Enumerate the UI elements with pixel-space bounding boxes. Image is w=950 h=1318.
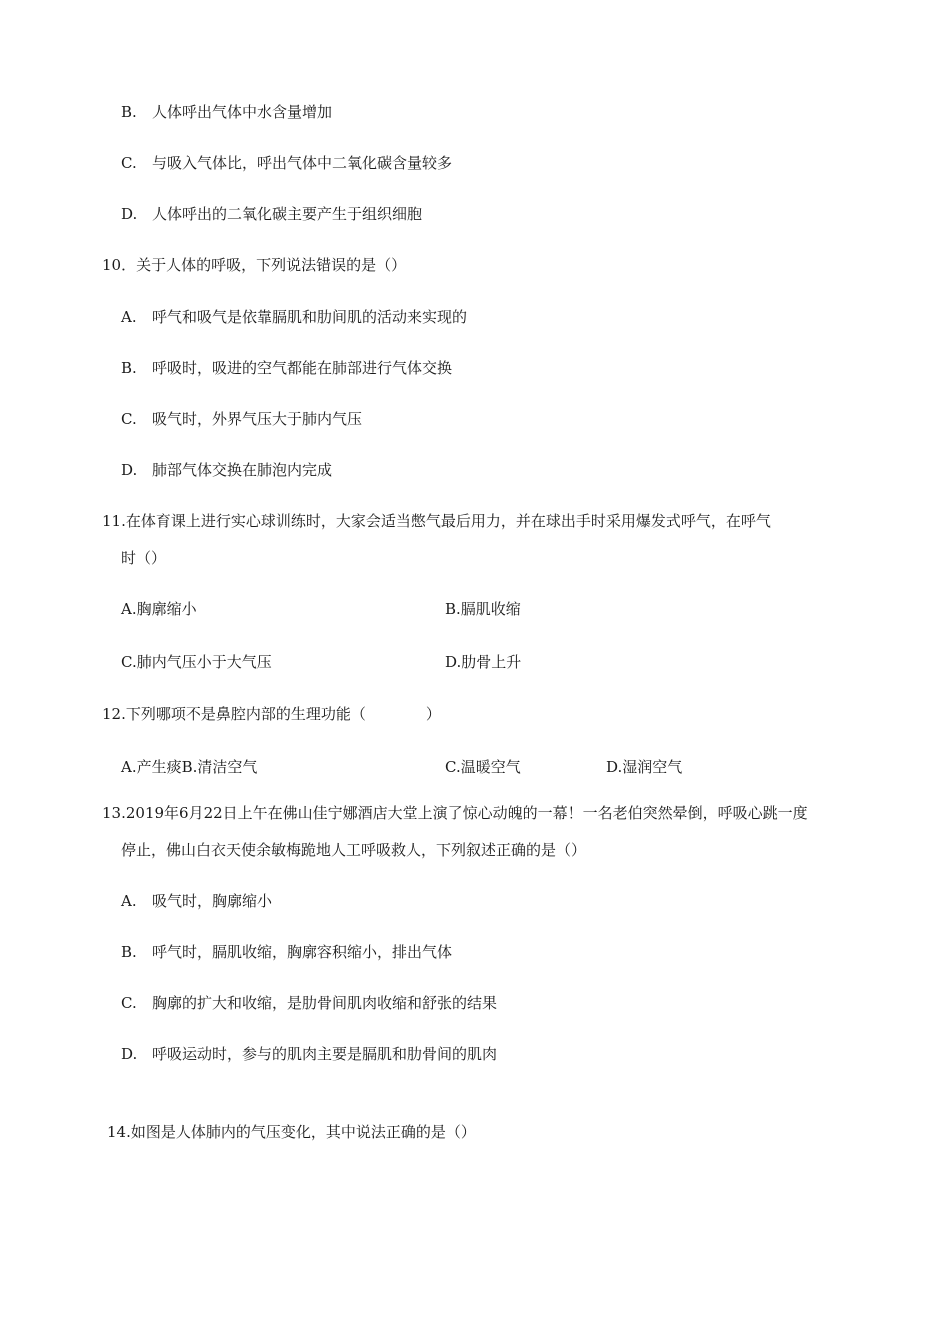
q11-stem-line1: 11.在体育课上进行实心球训练时，大家会适当憋气最后用力，并在球出手时采用爆发式呼气，在呼气 [102, 512, 771, 530]
option-letter: D. [121, 205, 138, 223]
option-letter: D. [121, 461, 138, 479]
q10-option-c [121, 409, 362, 429]
q13-stem-line2: 停止，佛山白衣天使余敏梅跪地人工呼吸救人，下列叙述正确的是（） [121, 841, 587, 859]
q13-stem-line1: 13.2019年6月22日上午在佛山佳宁娜酒店大堂上演了惊心动魄的一幕！一名老伯突然晕倒，呼吸心跳一度 [102, 804, 808, 822]
option-text: 吸气时，胸廓缩小 [152, 892, 273, 910]
q9-option-b [121, 102, 332, 122]
q10-option-d [121, 460, 332, 480]
q13-option-a [121, 891, 272, 911]
option-letter: C. [121, 410, 137, 428]
option-text: 人体呼出气体中水含量增加 [152, 103, 333, 121]
q9-option-d [121, 204, 422, 224]
option-text: 呼吸运动时，参与的肌肉主要是膈肌和肋骨间的肌肉 [152, 1045, 498, 1063]
q12-option-d: D.湿润空气 [606, 758, 683, 776]
q12-option-c: C.温暖空气 [445, 758, 521, 776]
option-letter: B. [121, 359, 137, 377]
q11-option-d: D.肋骨上升 [445, 653, 522, 671]
option-text: 呼气和吸气是依靠膈肌和肋间肌的活动来实现的 [152, 308, 468, 326]
option-text: 呼气时，膈肌收缩，胸廓容积缩小，排出气体 [152, 943, 453, 961]
option-text: 胸廓的扩大和收缩，是肋骨间肌肉收缩和舒张的结果 [152, 994, 498, 1012]
q11-option-a: A.胸廓缩小 [121, 600, 197, 618]
option-text: 人体呼出的二氧化碳主要产生于组织细胞 [152, 205, 423, 223]
option-letter: D. [121, 1045, 138, 1063]
q11-option-c: C.肺内气压小于大气压 [121, 653, 272, 671]
q12-stem: 12.下列哪项不是鼻腔内部的生理功能（ ） [102, 705, 441, 723]
option-letter: B. [121, 103, 137, 121]
option-letter: B. [121, 943, 137, 961]
q10-option-b [121, 358, 452, 378]
option-text: 与吸入气体比，呼出气体中二氧化碳含量较多 [152, 154, 453, 172]
option-text: 吸气时，外界气压大于肺内气压 [152, 410, 363, 428]
q14-stem: 14.如图是人体肺内的气压变化，其中说法正确的是（） [107, 1123, 476, 1141]
q9-option-c [121, 153, 452, 173]
q12-option-ab: A.产生痰B.清洁空气 [121, 758, 258, 776]
q11-stem-line2: 时（） [121, 549, 167, 567]
q13-option-b [121, 942, 452, 962]
q13-option-c [121, 993, 497, 1013]
option-letter: A. [121, 308, 137, 326]
q10-option-a [121, 307, 467, 327]
option-letter: C. [121, 154, 137, 172]
q13-option-d [121, 1044, 497, 1064]
q10-stem: 10．关于人体的呼吸，下列说法错误的是（） [102, 256, 407, 274]
option-text: 肺部气体交换在肺泡内完成 [152, 461, 333, 479]
option-letter: A. [121, 892, 137, 910]
option-text: 呼吸时，吸进的空气都能在肺部进行气体交换 [152, 359, 453, 377]
option-letter: C. [121, 994, 137, 1012]
q11-option-b: B.膈肌收缩 [445, 600, 521, 618]
